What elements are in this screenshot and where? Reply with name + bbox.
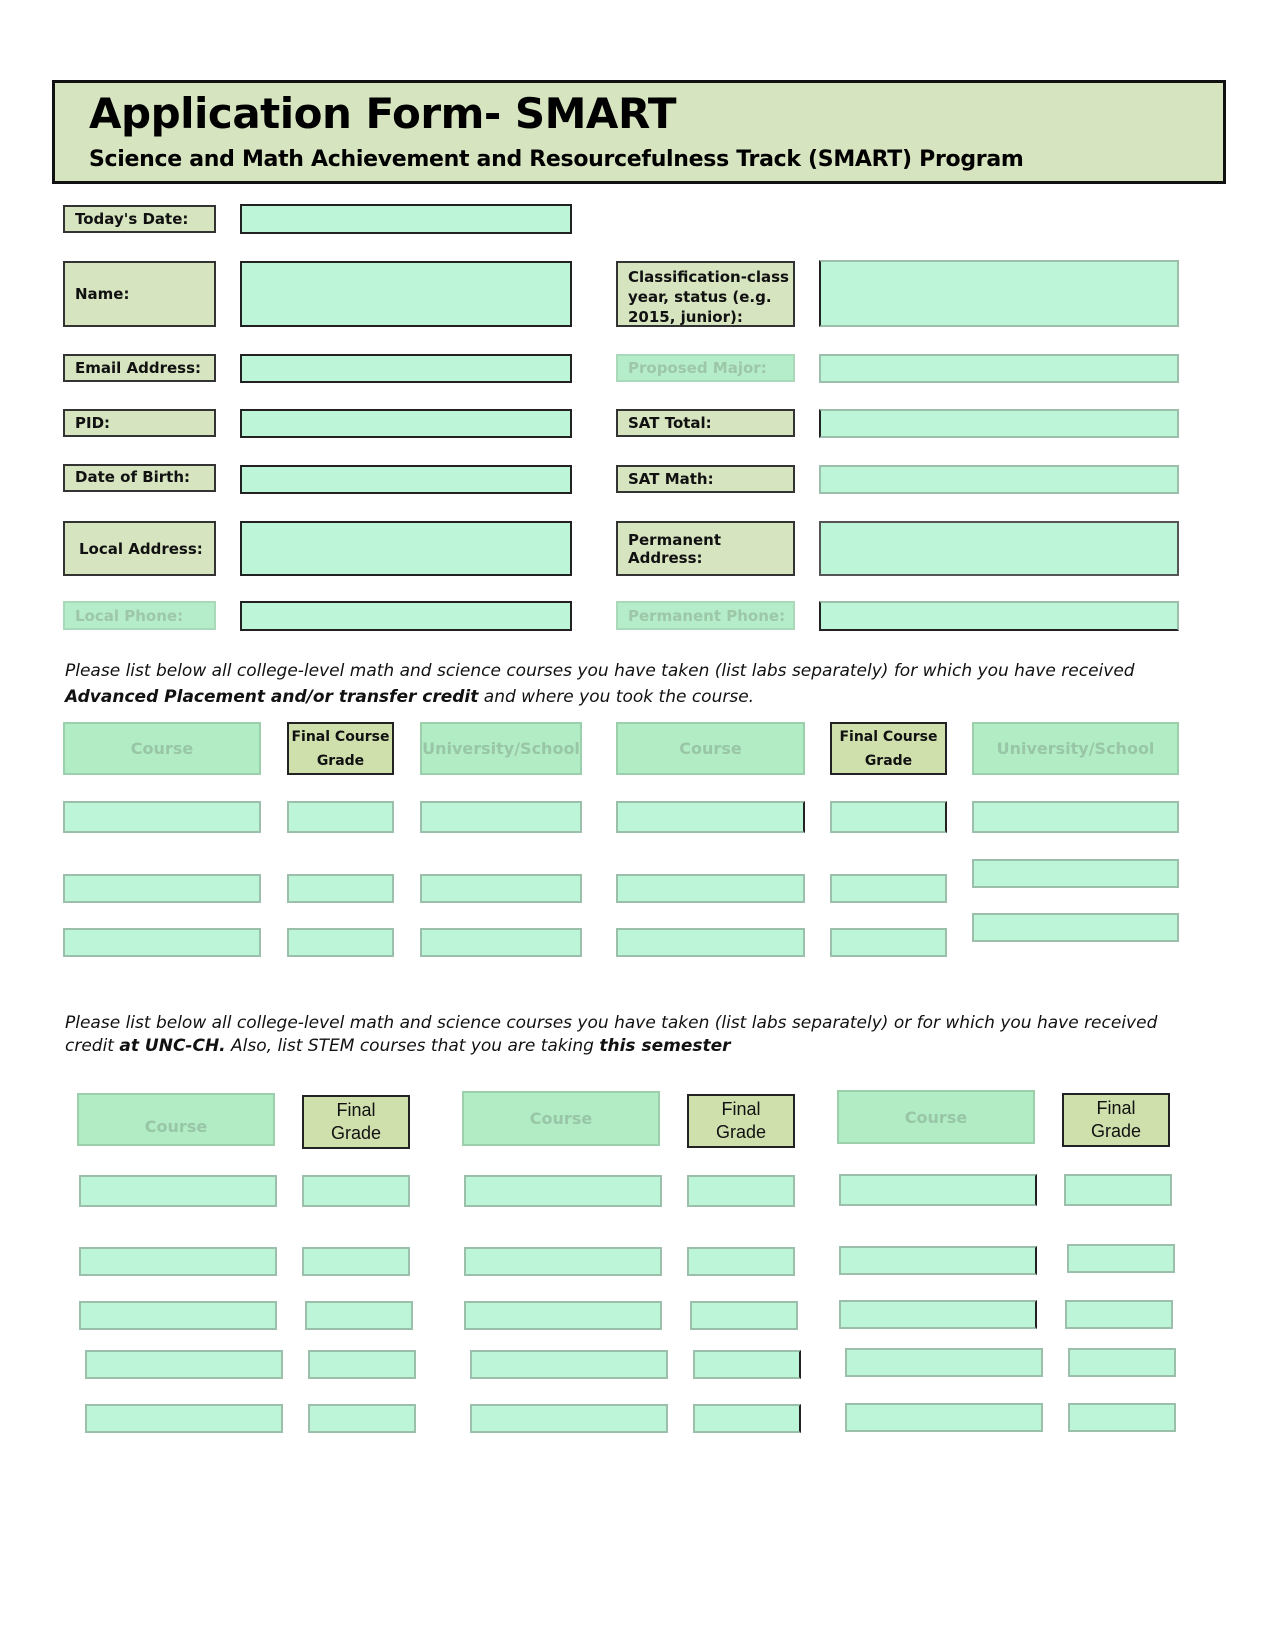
- s2-grade-3-row4[interactable]: [1068, 1348, 1176, 1377]
- s1-course-1-row2[interactable]: [63, 874, 261, 903]
- sat-total-field[interactable]: [819, 409, 1179, 438]
- s2-col-grade-1-line1: Final: [336, 1100, 376, 1120]
- s1-grade-1-row3[interactable]: [287, 928, 394, 957]
- local-address-field[interactable]: [240, 521, 572, 576]
- s2-course-1-row2[interactable]: [79, 1247, 277, 1276]
- section2-instructions: [65, 1012, 1185, 1058]
- s2-course-2-row4[interactable]: [470, 1350, 668, 1379]
- s2-grade-3-row1[interactable]: [1064, 1174, 1172, 1206]
- s1-school-2-row2[interactable]: [972, 859, 1179, 888]
- permanent-phone-label: Permanent Phone:: [616, 601, 795, 630]
- s2-grade-3-row5[interactable]: [1068, 1403, 1176, 1432]
- s1-school-1-row1[interactable]: [420, 801, 582, 833]
- pid-label: PID:: [63, 409, 216, 437]
- proposed-major-field[interactable]: [819, 354, 1179, 383]
- section1-bold-text: Advanced Placement and/or transfer credit: [65, 687, 479, 707]
- s2-col-grade-2-line1: Final: [721, 1099, 761, 1119]
- s2-col-course-1: Course: [77, 1093, 275, 1146]
- s2-col-grade-3: [1062, 1093, 1170, 1147]
- s2-col-grade-2-line2: Grade: [715, 1122, 767, 1142]
- s2-course-1-row4[interactable]: [85, 1350, 283, 1379]
- s1-grade-2-row3[interactable]: [830, 928, 947, 957]
- sat-total-label: SAT Total:: [616, 409, 795, 437]
- s1-course-1-row3[interactable]: [63, 928, 261, 957]
- s2-course-3-row3[interactable]: [839, 1300, 1037, 1329]
- email-label: Email Address:: [63, 354, 216, 382]
- s1-grade-2-row1[interactable]: [830, 801, 947, 833]
- classification-label-line3: 2015, junior):: [628, 308, 743, 326]
- todays-date-field[interactable]: [240, 204, 572, 234]
- s1-course-1-row1[interactable]: [63, 801, 261, 833]
- s2-course-3-row1[interactable]: [839, 1174, 1037, 1206]
- permanent-address-field[interactable]: [819, 521, 1179, 576]
- s2-grade-3-row3[interactable]: [1065, 1300, 1173, 1329]
- s2-grade-2-row5[interactable]: [693, 1404, 801, 1433]
- s1-col-grade-1: [287, 722, 394, 775]
- s2-grade-1-row2[interactable]: [302, 1247, 410, 1276]
- s1-course-2-row2[interactable]: [616, 874, 805, 903]
- s2-course-2-row5[interactable]: [470, 1404, 668, 1433]
- classification-label: [616, 261, 795, 327]
- s2-course-3-row2[interactable]: [839, 1246, 1037, 1275]
- section2-line1: Please list below all college-level math and science courses you have taken (list labs separately) or for which you have received: [65, 1013, 1158, 1033]
- name-label: Name:: [63, 261, 216, 327]
- s2-course-3-row4[interactable]: [845, 1348, 1043, 1377]
- classification-label-line1: Classification-class: [628, 268, 789, 286]
- sat-math-field[interactable]: [819, 465, 1179, 494]
- s1-grade-1-row1[interactable]: [287, 801, 394, 833]
- s2-grade-2-row4[interactable]: [693, 1350, 801, 1379]
- todays-date-label: Today's Date:: [63, 205, 216, 233]
- s2-col-grade-1-line2: Grade: [330, 1123, 382, 1143]
- s2-col-course-2: Course: [462, 1091, 660, 1146]
- s2-grade-2-row1[interactable]: [687, 1175, 795, 1207]
- local-phone-label: Local Phone:: [63, 601, 216, 630]
- s2-grade-1-row5[interactable]: [308, 1404, 416, 1433]
- s1-school-2-row3[interactable]: [972, 913, 1179, 942]
- section2-bold-unc: at UNC-CH.: [119, 1036, 226, 1056]
- sat-math-label: SAT Math:: [616, 465, 795, 493]
- s2-col-grade-1: [302, 1095, 410, 1149]
- page-subtitle: Science and Math Achievement and Resourcefulness Track (SMART) Program: [89, 147, 1024, 172]
- s2-course-3-row5[interactable]: [845, 1403, 1043, 1432]
- s1-grade-2-row2[interactable]: [830, 874, 947, 903]
- s1-school-1-row3[interactable]: [420, 928, 582, 957]
- dob-field[interactable]: [240, 465, 572, 494]
- classification-label-line2: year, status (e.g.: [628, 288, 772, 306]
- s2-grade-3-row2[interactable]: [1067, 1244, 1175, 1273]
- s1-col-course-2: Course: [616, 722, 805, 775]
- section1-line2: [65, 684, 1185, 710]
- local-phone-field[interactable]: [240, 601, 572, 631]
- s1-col-school-1: University/School: [420, 722, 582, 775]
- s2-course-1-row3[interactable]: [79, 1301, 277, 1330]
- s1-col-grade-1-line2: Grade: [316, 752, 365, 769]
- pid-field[interactable]: [240, 409, 572, 438]
- local-address-label: Local Address:: [63, 521, 216, 576]
- s2-course-2-row1[interactable]: [464, 1175, 662, 1207]
- s2-grade-1-row1[interactable]: [302, 1175, 410, 1207]
- section2-line2: [65, 1035, 1185, 1058]
- s2-grade-2-row2[interactable]: [687, 1247, 795, 1276]
- s1-col-grade-2: [830, 722, 947, 775]
- s1-col-grade-2-line2: Grade: [864, 752, 913, 769]
- s1-course-2-row3[interactable]: [616, 928, 805, 957]
- section1-instructions: [65, 658, 1185, 710]
- s1-grade-1-row2[interactable]: [287, 874, 394, 903]
- s1-school-2-row1[interactable]: [972, 801, 1179, 833]
- s1-col-course-1: Course: [63, 722, 261, 775]
- dob-label: Date of Birth:: [63, 464, 216, 492]
- s2-col-course-3: Course: [837, 1090, 1035, 1144]
- s2-course-1-row5[interactable]: [85, 1404, 283, 1433]
- permanent-phone-field[interactable]: [819, 601, 1179, 631]
- s2-grade-1-row4[interactable]: [308, 1350, 416, 1379]
- page-title: Application Form- SMART: [89, 89, 677, 138]
- s2-col-grade-3-line2: Grade: [1090, 1121, 1142, 1141]
- s1-course-2-row1[interactable]: [616, 801, 805, 833]
- section2-line2c: Also, list STEM courses that you are taking: [225, 1036, 600, 1056]
- s2-col-grade-2: [687, 1094, 795, 1148]
- s2-col-grade-3-line1: Final: [1096, 1098, 1136, 1118]
- s2-course-2-row3[interactable]: [464, 1301, 662, 1330]
- s1-col-grade-1-line1: Final Course: [291, 728, 390, 745]
- header-banner: [52, 80, 1226, 184]
- s1-col-school-2: University/School: [972, 722, 1179, 775]
- s2-grade-2-row3[interactable]: [690, 1301, 798, 1330]
- permanent-address-label: Permanent Address:: [616, 521, 795, 576]
- s2-grade-1-row3[interactable]: [305, 1301, 413, 1330]
- section2-line2a: credit: [65, 1036, 120, 1056]
- classification-field[interactable]: [819, 260, 1179, 327]
- proposed-major-label: Proposed Major:: [616, 354, 795, 382]
- s2-course-2-row2[interactable]: [464, 1247, 662, 1276]
- s1-col-grade-2-line1: Final Course: [839, 728, 938, 745]
- section1-line2-rest: and where you took the course.: [478, 687, 755, 707]
- s2-course-1-row1[interactable]: [79, 1175, 277, 1207]
- section2-bold-semester: this semester: [599, 1036, 731, 1056]
- email-field[interactable]: [240, 354, 572, 383]
- s1-school-1-row2[interactable]: [420, 874, 582, 903]
- section1-line1: Please list below all college-level math and science courses you have taken (list labs separately) for which you have received: [65, 661, 1135, 681]
- name-field[interactable]: [240, 261, 572, 327]
